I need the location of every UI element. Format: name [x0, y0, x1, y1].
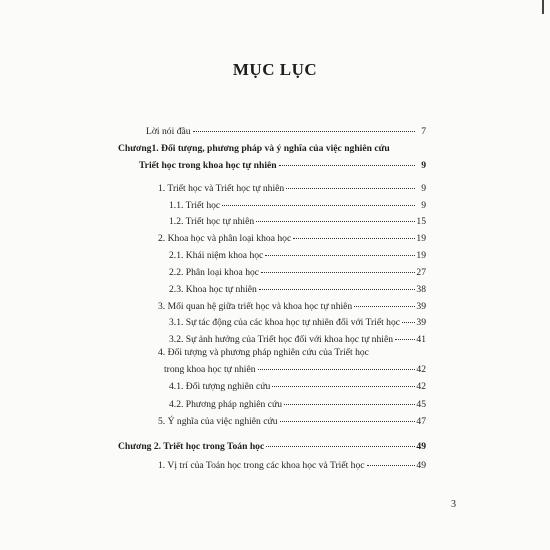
- toc-entry-1-2: [169, 213, 426, 228]
- toc-entry-page: 39: [416, 301, 426, 312]
- page-edge-mark: [542, 0, 544, 14]
- dot-leader: [272, 376, 415, 387]
- toc-entry-page: 9: [421, 183, 426, 194]
- toc-entry-2-3: [169, 281, 426, 296]
- dot-leader: [395, 329, 415, 340]
- dot-leader: [280, 411, 416, 422]
- toc-entry-text: 1.2. Triết học tự nhiên: [169, 216, 255, 227]
- toc-entry-text: 3.1. Sự tác động của các khoa học tự nhiên đối với Triết học: [169, 317, 401, 328]
- toc-chapter-1: [139, 157, 426, 172]
- toc-entry-page: 9: [421, 160, 426, 171]
- toc-entry-text: Chương 2. Triết học trong Toán học: [118, 441, 265, 452]
- dot-leader: [286, 178, 415, 189]
- dot-leader: [258, 359, 415, 370]
- toc-entry-page: 45: [416, 399, 426, 410]
- toc-entry-1-1: [169, 197, 426, 212]
- toc-entry-text: trong khoa học tự nhiên: [164, 364, 256, 375]
- toc-entry-text: 2.1. Khái niệm khoa học: [169, 250, 264, 261]
- toc-entry-2-1: [169, 247, 426, 262]
- toc-entry-3-2: [169, 331, 426, 346]
- toc-entry-text: 2.2. Phân loại khoa học: [169, 267, 260, 278]
- toc-entry-3: [158, 298, 426, 313]
- toc-entry-page: 15: [416, 216, 426, 227]
- toc-entry-text: 3.2. Sự ảnh hưởng của Triết học đối với khoa học tự nhiên: [169, 334, 393, 345]
- toc-title: MỤC LỤC: [232, 60, 318, 79]
- toc-entry-page: 42: [416, 364, 426, 375]
- toc-entry-page: 49: [416, 460, 426, 471]
- toc-entry-4-2: [169, 396, 426, 411]
- dot-leader: [279, 155, 415, 166]
- dot-leader: [261, 262, 415, 273]
- toc-entry-page: 27: [416, 267, 426, 278]
- toc-entry-page: 47: [416, 416, 426, 427]
- page-number: 3: [451, 499, 456, 510]
- toc-entry-text: Lời nói đầu: [146, 126, 191, 137]
- toc-entry-page: 39: [416, 317, 426, 328]
- toc-entry-page: 19: [416, 233, 426, 244]
- toc-entry-page: 19: [416, 250, 426, 261]
- toc-entry-text: 2.3. Khoa học tự nhiên: [169, 284, 257, 295]
- dot-leader: [284, 394, 415, 405]
- toc-entry-5: [158, 413, 426, 428]
- toc-entry-1: [158, 180, 426, 195]
- dot-leader: [222, 195, 415, 206]
- toc-entry-4: [164, 361, 426, 376]
- toc-entry-text: 5. Ý nghĩa của việc nghiên cứu: [158, 416, 278, 427]
- toc-entry-text: 4.1. Đối tượng nghiên cứu: [169, 381, 271, 392]
- toc-entry-text: 1. Vị trí của Toán học trong các khoa học và Triết học: [158, 460, 365, 471]
- toc-entry-page: 7: [421, 126, 426, 137]
- toc-entry-3-1: [169, 314, 426, 329]
- dot-leader: [402, 312, 415, 323]
- dot-leader: [266, 436, 415, 447]
- dot-leader: [193, 121, 415, 132]
- toc-entry-ch2-1: [158, 457, 426, 472]
- toc-entry-text: 2. Khoa học và phân loại khoa học: [158, 233, 292, 244]
- toc-entry-text: 4.2. Phương pháp nghiên cứu: [169, 399, 282, 410]
- toc-entry-text: 1. Triết học và Triết học tự nhiên: [158, 183, 285, 194]
- toc-entry-page: 9: [421, 200, 426, 211]
- toc-entry-2-2: [169, 264, 426, 279]
- dot-leader: [265, 245, 415, 256]
- toc-entry-preface: [146, 123, 426, 138]
- dot-leader: [259, 279, 415, 290]
- dot-leader: [256, 211, 415, 222]
- toc-entry-text: 3. Mối quan hệ giữa triết học và khoa học tự nhiên: [158, 301, 353, 312]
- toc-entry-2: [158, 230, 426, 245]
- toc-entry-page: 42: [416, 381, 426, 392]
- dot-leader: [354, 296, 415, 307]
- dot-leader: [293, 228, 415, 239]
- toc-entry-text: Triết học trong khoa học tự nhiên: [139, 160, 277, 171]
- dot-leader: [367, 455, 415, 466]
- toc-entry-page: 38: [416, 284, 426, 295]
- toc-entry-page: 49: [416, 441, 426, 452]
- toc-entry-text: 1.1. Triết học: [169, 200, 221, 211]
- toc-entry-4-title: 4. Đối tượng và phương pháp nghiên cứu của Triết học: [158, 347, 369, 358]
- toc-chapter-2: [118, 438, 426, 453]
- toc-chapter-1-title: Chương1. Đối tượng, phương pháp và ý nghĩa của việc nghiên cứu: [118, 143, 390, 154]
- toc-entry-page: 41: [416, 334, 426, 345]
- toc-entry-4-1: [169, 378, 426, 393]
